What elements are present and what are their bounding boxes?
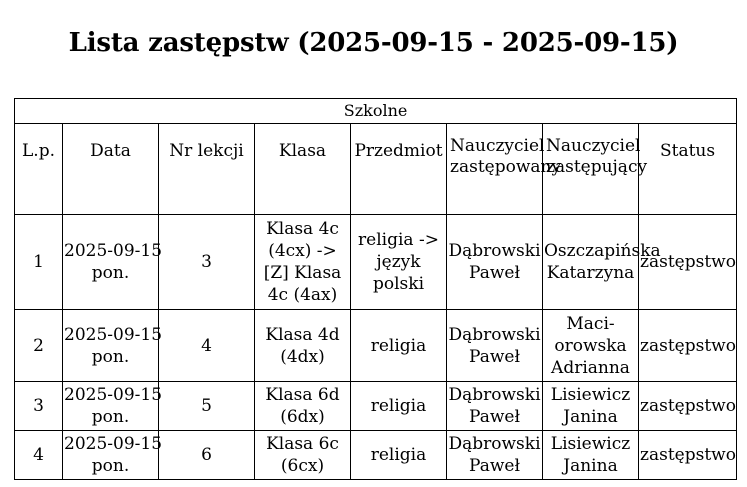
- cell-class-line: Klasa 4c: [266, 219, 339, 239]
- cell-absent-teacher-line: Dąbrowski: [448, 241, 541, 261]
- cell-weekday: pon.: [91, 263, 130, 283]
- cell-subject: [351, 310, 447, 382]
- cell-status: zastępstwo: [639, 310, 737, 382]
- cell-date-value: 2025-09-15: [64, 434, 163, 454]
- cell-date: [63, 431, 163, 480]
- header-substitute-teacher-line1: Nauczyciel: [546, 136, 641, 156]
- cell-class-line: Klasa 6d: [265, 385, 340, 405]
- page-title: Lista zastępstw (2025-09-15 - 2025-09-15): [68, 28, 679, 58]
- cell-class-line: (4cx) ->: [268, 241, 337, 261]
- cell-class: [255, 310, 351, 382]
- cell-absent-teacher-line: Paweł: [469, 407, 520, 427]
- cell-date: [63, 215, 163, 310]
- cell-date-value: 2025-09-15: [64, 241, 163, 261]
- cell-date: [63, 310, 163, 382]
- cell-subject: [351, 431, 447, 480]
- header-date: Data: [63, 124, 159, 215]
- header-absent-teacher: [447, 124, 562, 215]
- cell-class-line: [Z] Klasa: [263, 263, 342, 283]
- table-row: [15, 431, 737, 480]
- cell-lp: 4: [15, 431, 63, 480]
- cell-subject-line: religia: [370, 445, 427, 465]
- cell-substitute-teacher: [543, 382, 639, 431]
- header-substitute-teacher-line2: zastępujący: [546, 157, 648, 177]
- header-lesson-number: Nr lekcji: [159, 124, 255, 215]
- cell-subject-line: religia: [370, 396, 427, 416]
- cell-substitute-teacher-line: Lisiewicz: [550, 434, 631, 454]
- cell-date-value: 2025-09-15: [64, 385, 163, 405]
- header-status: Status: [639, 124, 737, 215]
- cell-status: zastępstwo: [639, 382, 737, 431]
- cell-lesson-number: 5: [159, 382, 255, 431]
- cell-absent-teacher: [447, 431, 543, 480]
- cell-substitute-teacher: [543, 310, 639, 382]
- cell-absent-teacher-line: Paweł: [469, 263, 520, 283]
- substitutions-table: [14, 98, 737, 480]
- cell-weekday: pon.: [91, 407, 130, 427]
- cell-lesson-number: 4: [159, 310, 255, 382]
- cell-class-line: (4dx): [280, 346, 325, 367]
- cell-substitute-teacher-line: Maci-: [566, 313, 615, 334]
- cell-subject-line: polski: [372, 274, 425, 294]
- cell-subject-line: język: [376, 252, 421, 272]
- cell-class-line: (6cx): [280, 456, 325, 476]
- cell-absent-teacher: [447, 215, 543, 310]
- cell-absent-teacher-line: Dąbrowski: [448, 324, 541, 345]
- cell-substitute-teacher-line: Lisiewicz: [550, 385, 631, 405]
- cell-weekday: pon.: [91, 456, 130, 476]
- cell-substitute-teacher: [543, 215, 661, 310]
- cell-substitute-teacher-line: orowska: [554, 335, 627, 356]
- cell-weekday: pon.: [91, 346, 130, 367]
- header-lp: L.p.: [15, 124, 63, 215]
- cell-class: [255, 382, 351, 431]
- cell-class: [255, 431, 351, 480]
- header-subject: Przedmiot: [351, 124, 447, 215]
- header-class: Klasa: [255, 124, 351, 215]
- cell-substitute-teacher-line: Oszczapińska: [544, 241, 661, 261]
- cell-absent-teacher-line: Paweł: [469, 346, 520, 367]
- cell-absent-teacher: [447, 382, 543, 431]
- table-row: [15, 382, 737, 431]
- column-header-row: [15, 124, 737, 215]
- cell-absent-teacher-line: Dąbrowski: [448, 434, 541, 454]
- cell-class-line: 4c (4ax): [267, 285, 338, 305]
- cell-absent-teacher-line: Dąbrowski: [448, 385, 541, 405]
- header-substitute-teacher: [543, 124, 648, 215]
- cell-class-line: (6dx): [280, 407, 325, 427]
- cell-subject-line: religia ->: [358, 230, 439, 250]
- cell-substitute-teacher: [543, 431, 639, 480]
- cell-substitute-teacher-line: Adrianna: [551, 357, 630, 378]
- table-row: [15, 310, 737, 382]
- cell-subject: [351, 215, 447, 310]
- cell-class: [255, 215, 351, 310]
- cell-status: zastępstwo: [639, 431, 737, 480]
- cell-status: zastępstwo: [639, 215, 737, 310]
- table-row: [15, 215, 737, 310]
- cell-date-value: 2025-09-15: [64, 324, 163, 345]
- cell-lp: 3: [15, 382, 63, 431]
- header-absent-teacher-line2: zastępowany: [450, 157, 562, 177]
- cell-subject-line: religia: [370, 335, 427, 356]
- cell-date: [63, 382, 163, 431]
- cell-subject: [351, 382, 447, 431]
- cell-lp: 2: [15, 310, 63, 382]
- cell-substitute-teacher-line: Janina: [563, 456, 618, 476]
- section-header: Szkolne: [15, 99, 737, 124]
- cell-substitute-teacher-line: Katarzyna: [546, 263, 635, 283]
- cell-absent-teacher: [447, 310, 543, 382]
- header-absent-teacher-line1: Nauczyciel: [450, 136, 545, 156]
- cell-lp: 1: [15, 215, 63, 310]
- cell-lesson-number: 3: [159, 215, 255, 310]
- cell-class-line: Klasa 6c: [266, 434, 339, 454]
- cell-substitute-teacher-line: Janina: [563, 407, 618, 427]
- cell-lesson-number: 6: [159, 431, 255, 480]
- cell-class-line: Klasa 4d: [265, 324, 340, 345]
- cell-absent-teacher-line: Paweł: [469, 456, 520, 476]
